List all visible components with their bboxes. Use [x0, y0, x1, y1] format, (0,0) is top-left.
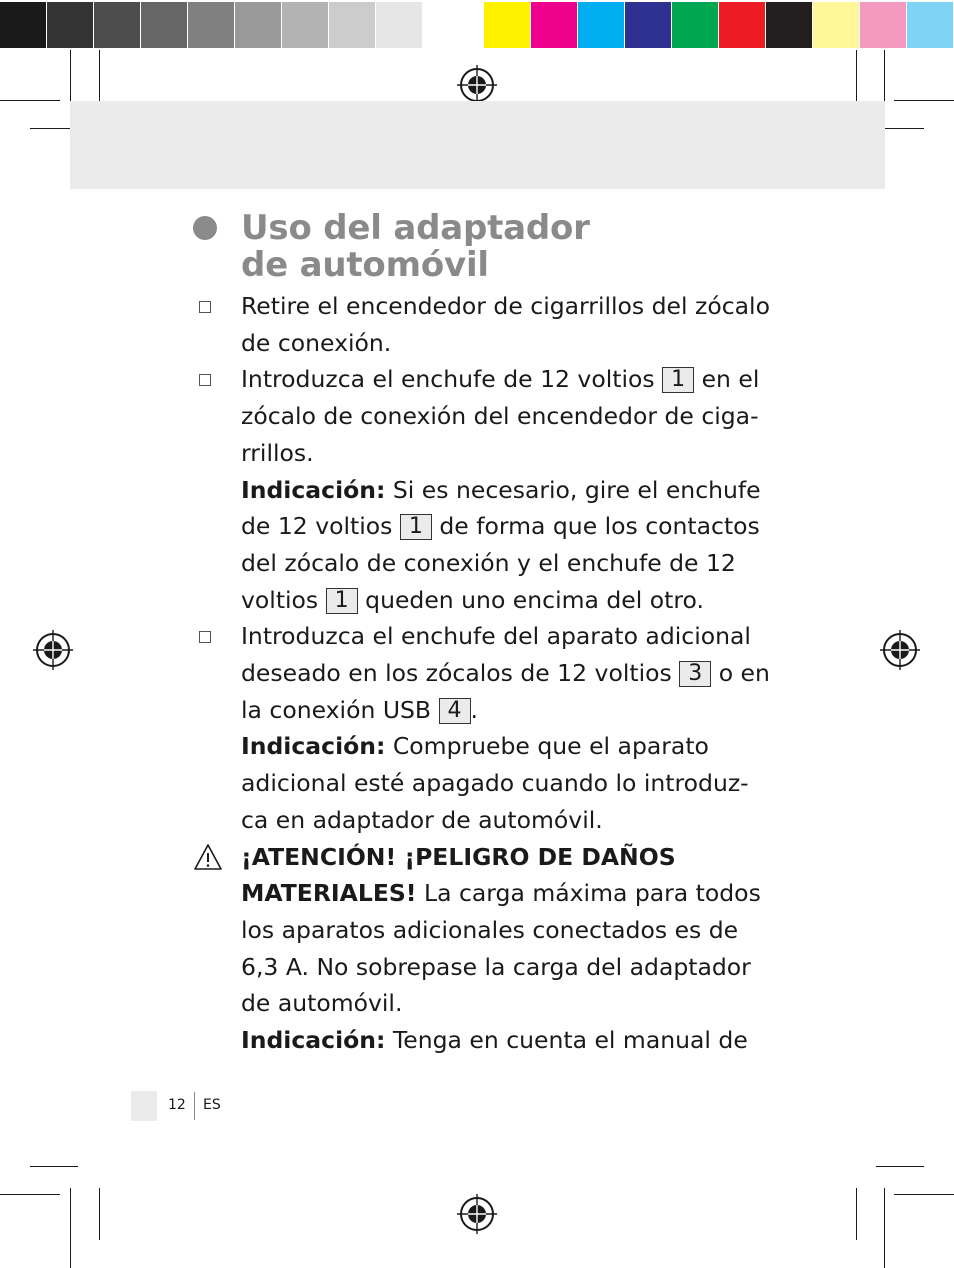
note-text: Tenga en cuenta el manual de: [392, 1026, 748, 1055]
part-reference: 4: [439, 698, 471, 724]
warning-text: La carga máxima para todos los aparatos adicionales conectados es de 6,3 A. No sobrepase la carga del adaptador de automóvil.: [241, 879, 761, 1018]
note: [241, 728, 771, 838]
warning-triangle-icon: [193, 843, 223, 871]
color-swatch: [94, 2, 141, 48]
heading-line-1: Uso del adaptador: [241, 208, 590, 248]
note: [241, 1022, 771, 1059]
color-swatch: [672, 2, 719, 48]
header-band: [70, 101, 885, 189]
note-label: Indicación:: [241, 1026, 386, 1055]
color-swatch: [188, 2, 235, 48]
part-reference: 1: [326, 588, 358, 614]
page-number: 12: [168, 1097, 186, 1113]
color-swatch: [531, 2, 578, 48]
color-swatch: [813, 2, 860, 48]
registration-mark-icon: [457, 1194, 497, 1234]
note: [241, 472, 771, 619]
checkbox-bullet-icon: [199, 301, 211, 313]
registration-mark-icon: [457, 65, 497, 105]
registration-mark-icon: [880, 630, 920, 670]
color-swatch: [141, 2, 188, 48]
color-swatch: [625, 2, 672, 48]
note-text: Si es necesario, gire el enchufe de 12 voltios: [241, 475, 761, 541]
color-swatch: [860, 2, 907, 48]
part-reference: 1: [662, 367, 694, 393]
heading-line-2: de automóvil: [241, 245, 489, 285]
color-swatch: [0, 2, 47, 48]
note-label: Indicación:: [241, 732, 386, 761]
color-swatch: [907, 2, 954, 48]
part-reference: 3: [679, 661, 711, 687]
color-swatch: [329, 2, 376, 48]
color-swatch: [484, 2, 531, 48]
color-swatch: [282, 2, 329, 48]
color-swatch: [766, 2, 813, 48]
color-swatch: [235, 2, 282, 48]
section-heading: [241, 210, 590, 284]
checkbox-bullet-icon: [199, 631, 211, 643]
color-swatch: [578, 2, 625, 48]
note-label: Indicación:: [241, 475, 386, 504]
instructions: [241, 288, 771, 1059]
item-text: en el zócalo de conexión del encendedor de ciga-rrillos.: [241, 365, 760, 467]
color-swatch: [719, 2, 766, 48]
warning-block: [241, 839, 771, 1023]
note-text: de forma que los contactos del zócalo de conexión y el enchufe de 12 voltios: [241, 512, 760, 614]
process-color-bar: [484, 0, 954, 50]
part-reference: 1: [400, 514, 432, 540]
item-text: Introduzca el enchufe del aparato adicional deseado en los zócalos de 12 voltios: [241, 622, 751, 688]
item-text: o en la conexión USB: [241, 659, 770, 724]
heading-bullet-icon: [193, 216, 217, 240]
item-text: Retire el encendedor de cigarrillos del zócalo de conexión.: [241, 292, 770, 357]
item-text: Introduzca el enchufe de 12 voltios: [241, 365, 655, 394]
language-code: ES: [203, 1097, 221, 1113]
list-item: [241, 361, 771, 471]
note-text: Compruebe que el aparato adicional esté apagado cuando lo introduz-ca en adaptador de automóvil.: [241, 732, 749, 834]
footer-marker: [131, 1091, 157, 1121]
warning-label: ¡ATENCIÓN! ¡PELIGRO DE DAÑOS MATERIALES!: [241, 842, 676, 908]
color-swatch: [47, 2, 94, 48]
grayscale-color-bar: [0, 0, 470, 50]
note-text: queden uno encima del otro.: [365, 585, 704, 614]
footer-divider: [194, 1092, 195, 1120]
color-swatch: [423, 2, 470, 48]
color-swatch: [376, 2, 423, 48]
registration-mark-icon: [33, 630, 73, 670]
list-item: [241, 618, 771, 728]
list-item: [241, 288, 771, 361]
item-text: .: [470, 695, 479, 724]
checkbox-bullet-icon: [199, 374, 211, 386]
